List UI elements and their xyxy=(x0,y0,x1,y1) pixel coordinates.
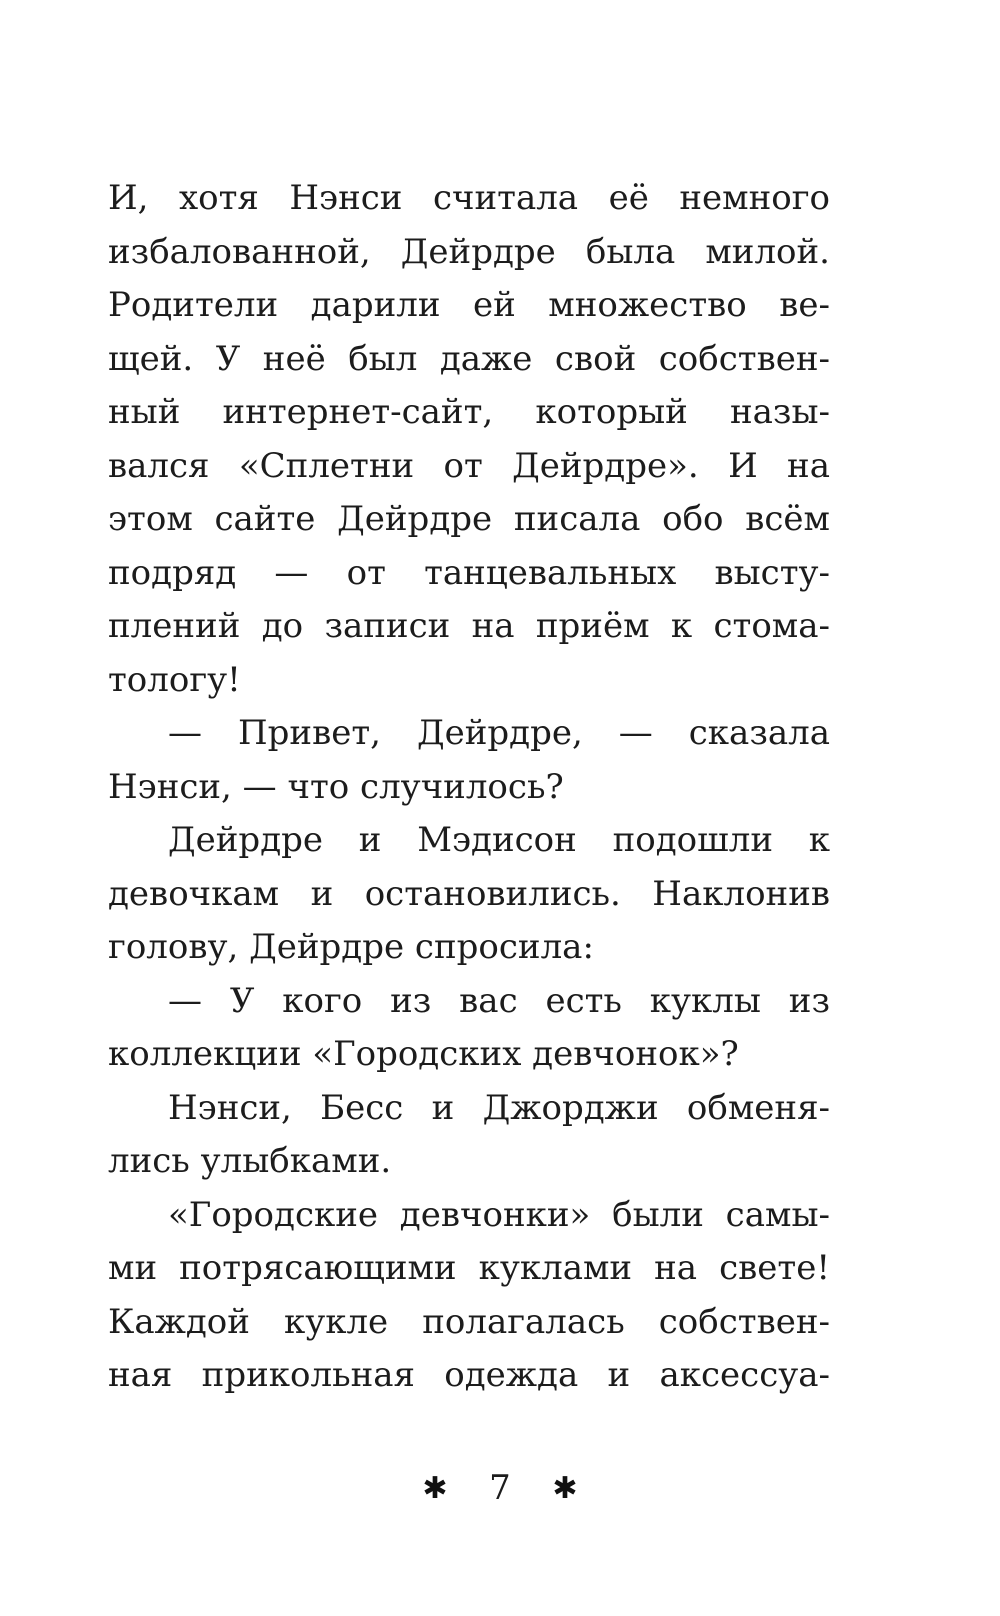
text-line: тологу! xyxy=(108,659,241,700)
text-line: И, хотя Нэнси считала её немного xyxy=(108,178,830,218)
page-footer xyxy=(0,1462,1000,1514)
body-text xyxy=(108,172,830,1403)
text-line: — У кого из вас есть куклы из xyxy=(168,980,830,1021)
text-line: плений до записи на приём к стома- xyxy=(108,606,830,646)
text-line: Дейрдре и Мэдисон подошли к xyxy=(168,820,830,860)
star-ornament-icon: ✱ xyxy=(422,1470,448,1506)
text-line: — Привет, Дейрдре, — сказала xyxy=(168,713,830,753)
text-line: коллекции «Городских девчонок»? xyxy=(108,1034,739,1074)
text-line: подряд — от танцевальных высту- xyxy=(108,552,830,593)
text-line: Нэнси, Бесс и Джорджи обменя- xyxy=(168,1087,830,1128)
text-line: вался «Сплетни от Дейрдре». И на xyxy=(108,445,830,486)
text-line: «Городские девчонки» были самы- xyxy=(168,1194,830,1235)
text-line: ми потрясающими куклами на свете! xyxy=(108,1248,830,1288)
text-line: голову, Дейрдре спросила: xyxy=(108,927,594,967)
text-line: Родители дарили ей множество ве- xyxy=(108,285,830,325)
star-ornament-icon: ✱ xyxy=(552,1470,578,1506)
text-line: Каждой кукле полагалась собствен- xyxy=(108,1301,830,1342)
text-line: Нэнси, — что случилось? xyxy=(108,766,564,807)
text-line: избалованной, Дейрдре была милой. xyxy=(108,231,830,272)
text-line: лись улыбками. xyxy=(108,1141,392,1181)
text-line: ный интернет-сайт, который назы- xyxy=(108,392,830,432)
text-line: девочкам и остановились. Наклонив xyxy=(108,873,830,914)
page-number: 7 xyxy=(489,1468,511,1508)
text-line: ная прикольная одежда и аксессуа- xyxy=(108,1355,830,1395)
text-line: щей. У неё был даже свой собствен- xyxy=(108,338,830,379)
text-line: этом сайте Дейрдре писала обо всём xyxy=(108,499,830,539)
